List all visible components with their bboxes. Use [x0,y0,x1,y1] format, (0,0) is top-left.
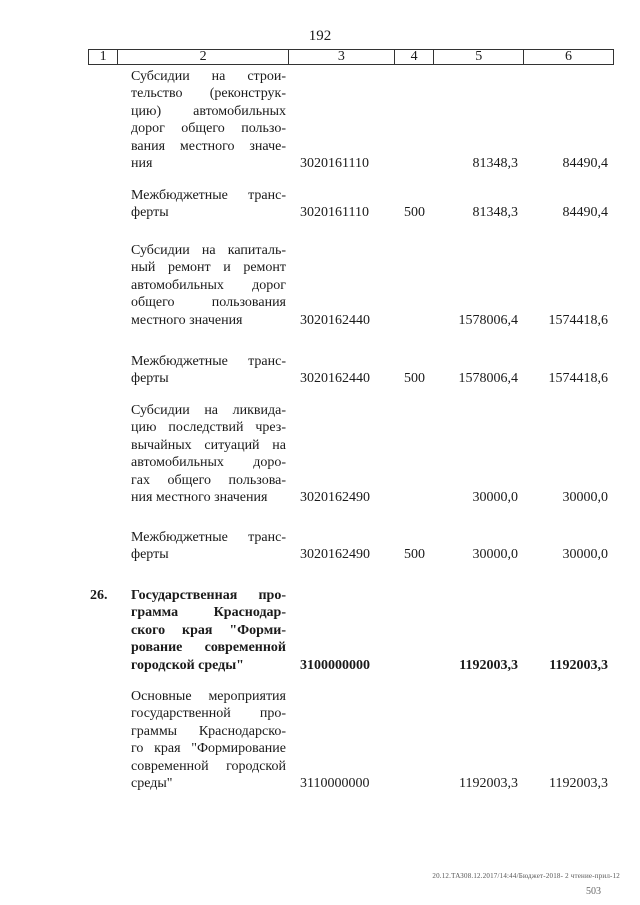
description-line: городской среды" [131,657,244,673]
header-cell-1: 1 [89,50,118,65]
description-line: ферты [131,547,169,563]
description-line: ния местного значения [131,490,268,506]
description-line: государственной про- [131,706,286,722]
description-line: среды" [131,776,173,792]
header-cell-2: 2 [118,50,289,65]
row-value-2018: 81348,3 [472,156,518,171]
row-code: 3020162490 [300,547,370,563]
row-description [131,529,286,564]
description-line: вычайных ситуаций на [131,437,286,453]
row-description [131,587,286,674]
description-line: современной городской [131,758,286,774]
description-line: местного значения [131,312,243,328]
row-code: 3020161110 [300,205,369,221]
row-code: 3100000000 [300,657,370,673]
header-cell-6: 6 [524,50,614,65]
row-value-2018: 30000,0 [472,547,518,563]
column-header-row [88,49,614,65]
row-value-2019: 30000,0 [562,490,608,505]
header-cell-4: 4 [394,50,433,65]
row-value-2018: 1578006,4 [458,312,518,328]
description-line: граммы Краснодарско- [131,723,286,739]
description-line: автомобильных доро- [131,455,286,471]
row-value-2018: 1192003,3 [459,776,518,791]
row-expense-type: 500 [404,547,425,563]
footer-stamp: 20.12.ТАЗ08.12.2017/14:44/Бюджет-2018- 2 чтение-прил-12 [432,872,620,880]
row-value-2018: 81348,3 [472,205,518,221]
description-line: рование современной [131,640,286,656]
description-line: тельство (реконструк- [131,86,286,102]
description-line: дорог общего пользо- [131,121,286,137]
row-code: 3020161110 [300,156,369,171]
row-code: 3110000000 [300,776,370,791]
row-expense-type: 500 [404,205,425,221]
row-expense-type: 500 [404,371,425,387]
description-line: ный ремонт и ремонт [131,260,286,276]
row-value-2019: 1574418,6 [548,312,608,328]
description-line: Межбюджетные транс- [131,530,286,545]
description-line: Государственная про- [131,588,286,603]
row-value-2019: 1574418,6 [548,371,608,387]
row-code: 3020162440 [300,312,370,328]
row-number: 26. [90,588,108,603]
row-description [131,242,286,329]
description-line: гах общего пользова- [131,472,286,488]
description-line: ния [131,156,153,172]
row-value-2019: 84490,4 [562,205,608,221]
description-line: ского края "Форми- [131,622,286,638]
row-code: 3020162490 [300,490,370,505]
row-value-2019: 1192003,3 [549,776,608,791]
row-code: 3020162440 [300,371,370,387]
row-description [131,187,286,222]
row-description [131,688,286,792]
description-line: Субсидии на капиталь- [131,243,286,258]
header-cell-5: 5 [434,50,524,65]
corner-number: 503 [586,886,601,897]
description-line: цию) автомобильных [131,103,286,119]
row-description [131,68,286,172]
description-line: цию последствий чрез- [131,420,286,436]
description-line: Основные мероприятия [131,689,286,704]
description-line: ферты [131,205,169,221]
page-number: 192 [308,28,332,44]
description-line: общего пользования [131,295,286,311]
description-line: Межбюджетные транс- [131,188,286,203]
header-cell-3: 3 [288,50,394,65]
row-value-2019: 1192003,3 [549,657,608,673]
description-line: грамма Краснодар- [131,605,286,621]
description-line: Межбюджетные транс- [131,354,286,369]
description-line: автомобильных дорог [131,277,286,293]
description-line: вания местного значе- [131,138,286,154]
description-line: Субсидии на ликвида- [131,403,286,418]
row-description [131,402,286,506]
row-value-2018: 1578006,4 [458,371,518,387]
description-line: го края "Формирование [131,741,286,757]
row-value-2019: 84490,4 [562,156,608,171]
description-line: Субсидии на строи- [131,69,286,84]
row-value-2019: 30000,0 [562,547,608,563]
row-description [131,353,286,388]
row-value-2018: 1192003,3 [459,657,518,673]
row-value-2018: 30000,0 [472,490,518,505]
description-line: ферты [131,371,169,387]
